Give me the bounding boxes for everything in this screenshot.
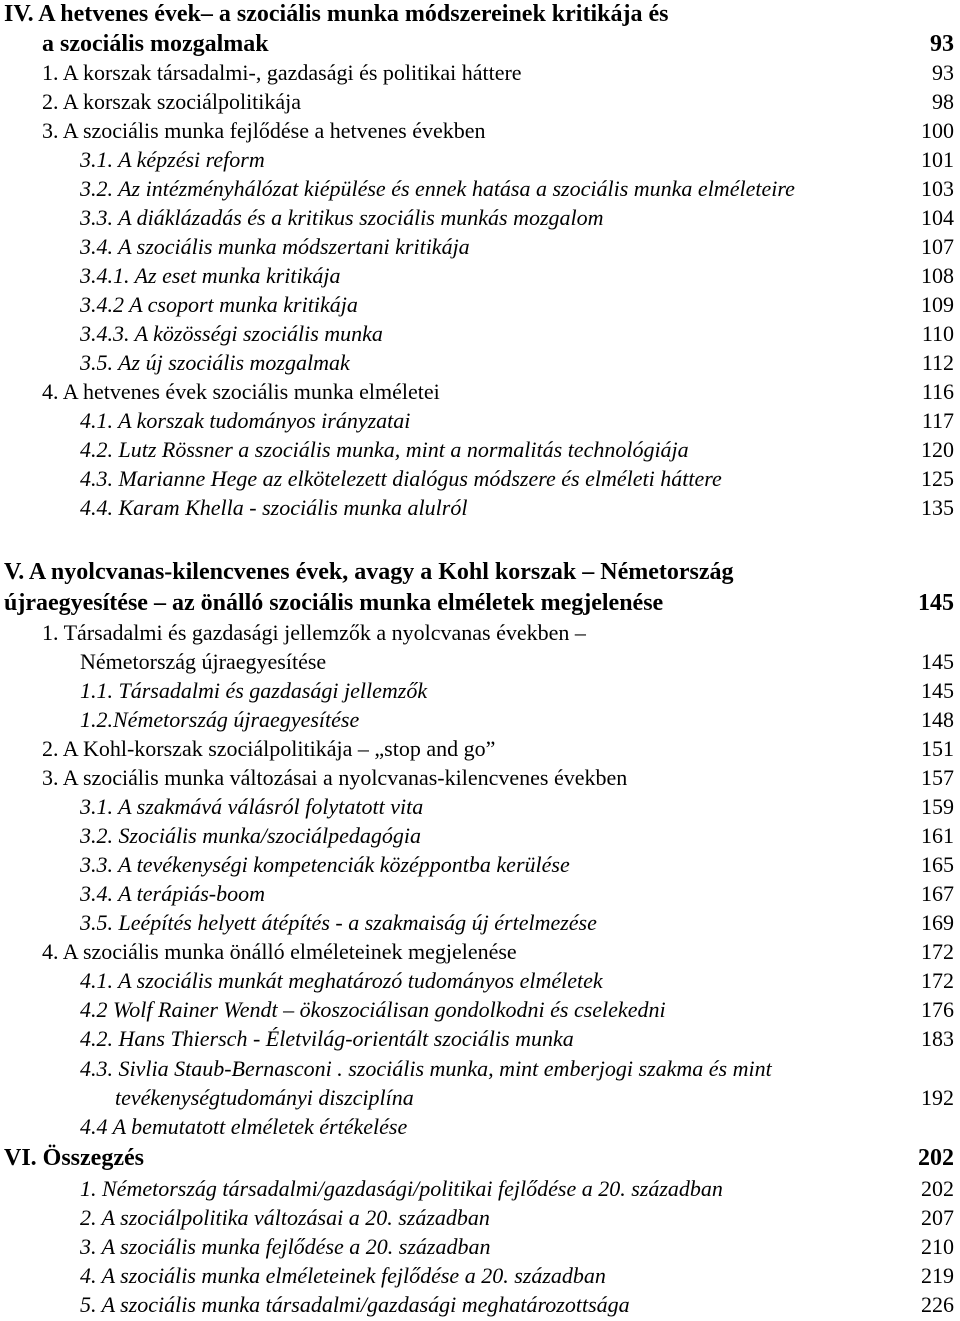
toc-entry-title: 4.2. Hans Thiersch - Életvilág-orientált szociális munka xyxy=(80,1026,574,1051)
toc-page-number: 135 xyxy=(921,495,954,520)
toc-page-number: 151 xyxy=(921,736,954,761)
toc-page-number: 210 xyxy=(921,1234,954,1259)
toc-entry-title: 2. A Kohl-korszak szociálpolitikája – „stop and go” xyxy=(42,736,496,761)
toc-entry-title: VI. Összegzés xyxy=(4,1145,144,1171)
toc-entry-title: 3.4. A terápiás-boom xyxy=(80,881,265,906)
toc-page-number: 116 xyxy=(921,379,954,404)
toc-entry-title: 4.3. Sivlia Staub-Bernasconi . szociális munka, mint emberjogi szakma és mint xyxy=(80,1056,772,1081)
toc-entry-title: 2. A korszak szociálpolitikája xyxy=(42,89,302,114)
toc-page-number: 202 xyxy=(921,1176,954,1201)
toc-page-number: 219 xyxy=(921,1263,954,1288)
toc-entry-title: 1. Társadalmi és gazdasági jellemzők a nyolcvanas években – xyxy=(42,620,586,645)
toc-entry-title: IV. A hetvenes évek– a szociális munka módszereinek kritikája és xyxy=(4,1,669,27)
toc-entry-title: 3.3. A diáklázadás és a kritikus szociális munkás mozgalom xyxy=(80,205,604,230)
toc-entry-title: 4. A hetvenes évek szociális munka elméletei xyxy=(42,379,440,404)
toc-entry-title: újraegyesítése – az önálló szociális munka elméletek megjelenése xyxy=(4,590,664,616)
toc-entry-title: 3.4.2 A csoport munka kritikája xyxy=(80,292,358,317)
toc-entry-title: 3.2. Az intézményhálózat kiépülése és ennek hatása a szociális munka elméleteire xyxy=(80,176,795,201)
toc-page-number: 226 xyxy=(921,1292,954,1317)
toc-entry-title: a szociális mozgalmak xyxy=(42,31,269,57)
toc-page-number: 107 xyxy=(921,234,954,259)
toc-page-number: 202 xyxy=(918,1145,954,1171)
toc-page-number: 207 xyxy=(921,1205,954,1230)
toc-entry-title: 3.4.1. Az eset munka kritikája xyxy=(80,263,341,288)
toc-page-number: 172 xyxy=(921,939,954,964)
toc-entry-title: 4.2 Wolf Rainer Wendt – ökoszociálisan gondolkodni és cselekedni xyxy=(80,997,666,1022)
toc-entry-title: 4.1. A korszak tudományos irányzatai xyxy=(80,408,411,433)
toc-entry-title: 3.2. Szociális munka/szociálpedagógia xyxy=(80,823,421,848)
toc-page-number: 148 xyxy=(921,707,954,732)
toc-page-number: 110 xyxy=(921,321,954,346)
toc-entry-title: 4.4 A bemutatott elméletek értékelése xyxy=(80,1114,408,1139)
toc-page-number: 165 xyxy=(921,852,954,877)
toc-entry-title: 4.3. Marianne Hege az elkötelezett dialógus módszere és elméleti háttere xyxy=(80,466,722,491)
toc-entry-title: 3.1. A szakmává válásról folytatott vita xyxy=(80,794,424,819)
toc-page-number: 109 xyxy=(921,292,954,317)
toc-entry-title: 1.2.Németország újraegyesítése xyxy=(80,707,360,732)
toc-entry-title: 3.1. A képzési reform xyxy=(80,147,265,172)
toc-entry-title: 3.5. Leépítés helyett átépítés - a szakmaiság új értelmezése xyxy=(80,910,597,935)
toc-page-number: 120 xyxy=(921,437,954,462)
toc-page-number: 157 xyxy=(921,765,954,790)
toc-entry-title: 4.1. A szociális munkát meghatározó tudományos elméletek xyxy=(80,968,603,993)
toc-entry-title: 3.3. A tevékenységi kompetenciák középpontba kerülése xyxy=(80,852,570,877)
toc-entry-title: 3. A szociális munka fejlődése a 20. században xyxy=(80,1234,491,1259)
toc-entry-title: 4.2. Lutz Rössner a szociális munka, mint a normalitás technológiája xyxy=(80,437,689,462)
toc-entry-title: 4.4. Karam Khella - szociális munka alulról xyxy=(80,495,468,520)
toc-page-number: 117 xyxy=(921,408,954,433)
toc-entry-title: 1. A korszak társadalmi-, gazdasági és politikai háttere xyxy=(42,60,522,85)
toc-page-number: 161 xyxy=(921,823,954,848)
toc-page-number: 167 xyxy=(921,881,954,906)
toc-page-number: 183 xyxy=(921,1026,954,1051)
toc-entry-title: 3. A szociális munka változásai a nyolcvanas-kilencvenes években xyxy=(42,765,628,790)
toc-page-number: 93 xyxy=(930,31,954,57)
toc-entry-title: 3.5. Az új szociális mozgalmak xyxy=(80,350,350,375)
toc-page-number: 125 xyxy=(921,466,954,491)
toc-page-number: 145 xyxy=(921,678,954,703)
toc-entry-title: 2. A szociálpolitika változásai a 20. században xyxy=(80,1205,490,1230)
toc-entry-title: 3.4.3. A közösségi szociális munka xyxy=(80,321,383,346)
toc-entry-title: 4. A szociális munka elméleteinek fejlődése a 20. században xyxy=(80,1263,606,1288)
toc-page-number: 172 xyxy=(921,968,954,993)
toc-page-number: 145 xyxy=(918,590,954,616)
toc-page-number: 101 xyxy=(921,147,954,172)
toc-entry-title: 1.1. Társadalmi és gazdasági jellemzők xyxy=(80,678,428,703)
toc-entry-title: 3. A szociális munka fejlődése a hetvenes években xyxy=(42,118,486,143)
toc-page-number: 112 xyxy=(921,350,954,375)
toc-page-number: 145 xyxy=(921,649,954,674)
toc-page-number: 93 xyxy=(932,60,954,85)
toc-entry-title: Németország újraegyesítése xyxy=(80,649,327,674)
toc-entry-title: 3.4. A szociális munka módszertani kritikája xyxy=(80,234,470,259)
toc-page-number: 103 xyxy=(921,176,954,201)
toc-page-number: 98 xyxy=(932,89,954,114)
toc-entry-title: 5. A szociális munka társadalmi/gazdasági meghatározottsága xyxy=(80,1292,630,1317)
toc-entry-title: 1. Németország társadalmi/gazdasági/politikai fejlődése a 20. században xyxy=(80,1176,723,1201)
toc-entry-title: tevékenységtudományi diszciplína xyxy=(115,1085,414,1110)
toc-page-number: 100 xyxy=(921,118,954,143)
toc-page-number: 192 xyxy=(921,1085,954,1110)
toc-page-number: 176 xyxy=(921,997,954,1022)
toc-page-number: 104 xyxy=(921,205,954,230)
toc-entry-title: V. A nyolcvanas-kilencvenes évek, avagy a Kohl korszak – Németország xyxy=(4,559,734,585)
toc-page-number: 159 xyxy=(921,794,954,819)
toc-page-number: 169 xyxy=(921,910,954,935)
toc-page-number: 108 xyxy=(921,263,954,288)
toc-entry-title: 4. A szociális munka önálló elméleteinek megjelenése xyxy=(42,939,517,964)
